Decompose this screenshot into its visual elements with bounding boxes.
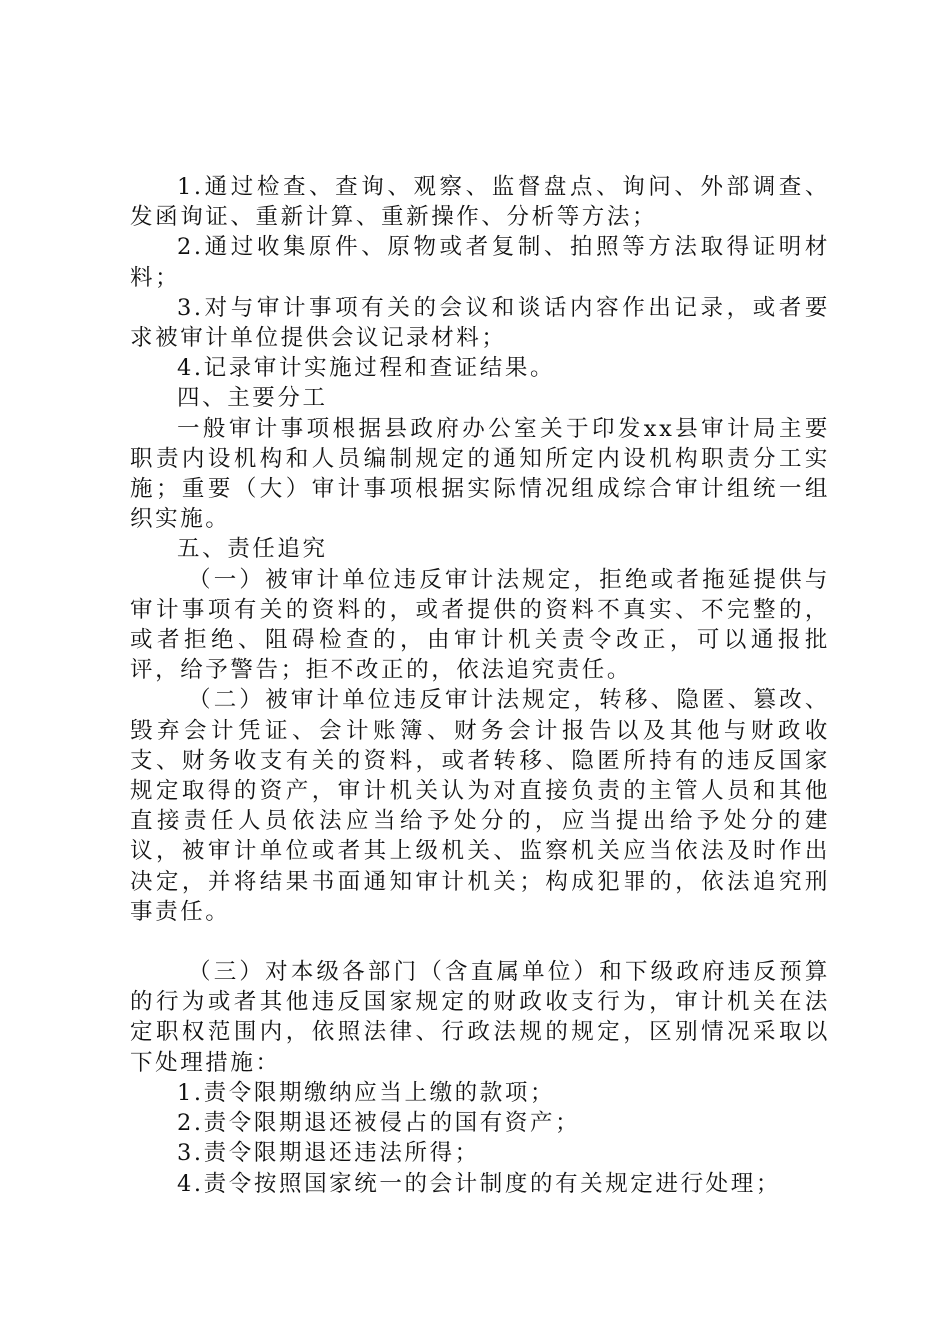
paragraph-method-4: 4.记录审计实施过程和查证结果。 bbox=[177, 355, 556, 382]
paragraph-method-1: 1.通过检查、查询、观察、监督盘点、询问、外部调查、发函询证、重新计算、重新操作、分析等方法； bbox=[130, 174, 830, 231]
paragraph-method-3: 3.对与审计事项有关的会议和谈话内容作出记录，或者要求被审计单位提供会议记录材料； bbox=[130, 294, 830, 352]
paragraph-measure-3: 3.责令限期退还违法所得； bbox=[177, 1140, 480, 1167]
document-body bbox=[130, 172, 830, 1199]
paragraph-accountability-2: （二）被审计单位违反审计法规定，转移、隐匿、篡改、毁弃会计凭证、会计账簿、财务会计报告以及其他与财政收支、财务收支有关的资料，或者转移、隐匿所持有的违反国家规定取得的资产，审计机关认为对直接负责的主管人员和其他直接责任人员依法应当给予处分的，应当提出给予处分的建议，被审计单位或者其上级机关、监察机关应当依法及时作出决定，并将结果书面通知审计机关；构成犯罪的，依法追究刑事责任。 bbox=[130, 687, 830, 925]
paragraph-measure-1: 1.责令限期缴纳应当上缴的款项； bbox=[177, 1079, 556, 1106]
paragraph-measure-4: 4.责令按照国家统一的会计制度的有关规定进行处理； bbox=[177, 1170, 781, 1197]
paragraph-measure-2: 2.责令限期退还被侵占的国有资产； bbox=[177, 1110, 581, 1137]
paragraph-accountability-1: （一）被审计单位违反审计法规定，拒绝或者拖延提供与审计事项有关的资料的，或者提供的资料不真实、不完整的，或者拒绝、阻碍检查的，由审计机关责令改正，可以通报批评，给予警告；拒不改正的，依法追究责任。 bbox=[130, 566, 830, 684]
section-heading-accountability: 五、责任追究 bbox=[177, 536, 328, 563]
paragraph-accountability-3: （三）对本级各部门（含直属单位）和下级政府违反预算的行为或者其他违反国家规定的财政收支行为，审计机关在法定职权范围内，依照法律、行政法规的规定，区别情况采取以下处理措施： bbox=[130, 959, 830, 1076]
paragraph-method-2: 2.通过收集原件、原物或者复制、拍照等方法取得证明材料； bbox=[130, 234, 830, 291]
section-heading-division: 四、主要分工 bbox=[177, 385, 328, 412]
paragraph-division: 一般审计事项根据县政府办公室关于印发xx县审计局主要职责内设机构和人员编制规定的通知所定内设机构职责分工实施；重要（大）审计事项根据实际情况组成综合审计组统一组织实施。 bbox=[130, 415, 830, 533]
